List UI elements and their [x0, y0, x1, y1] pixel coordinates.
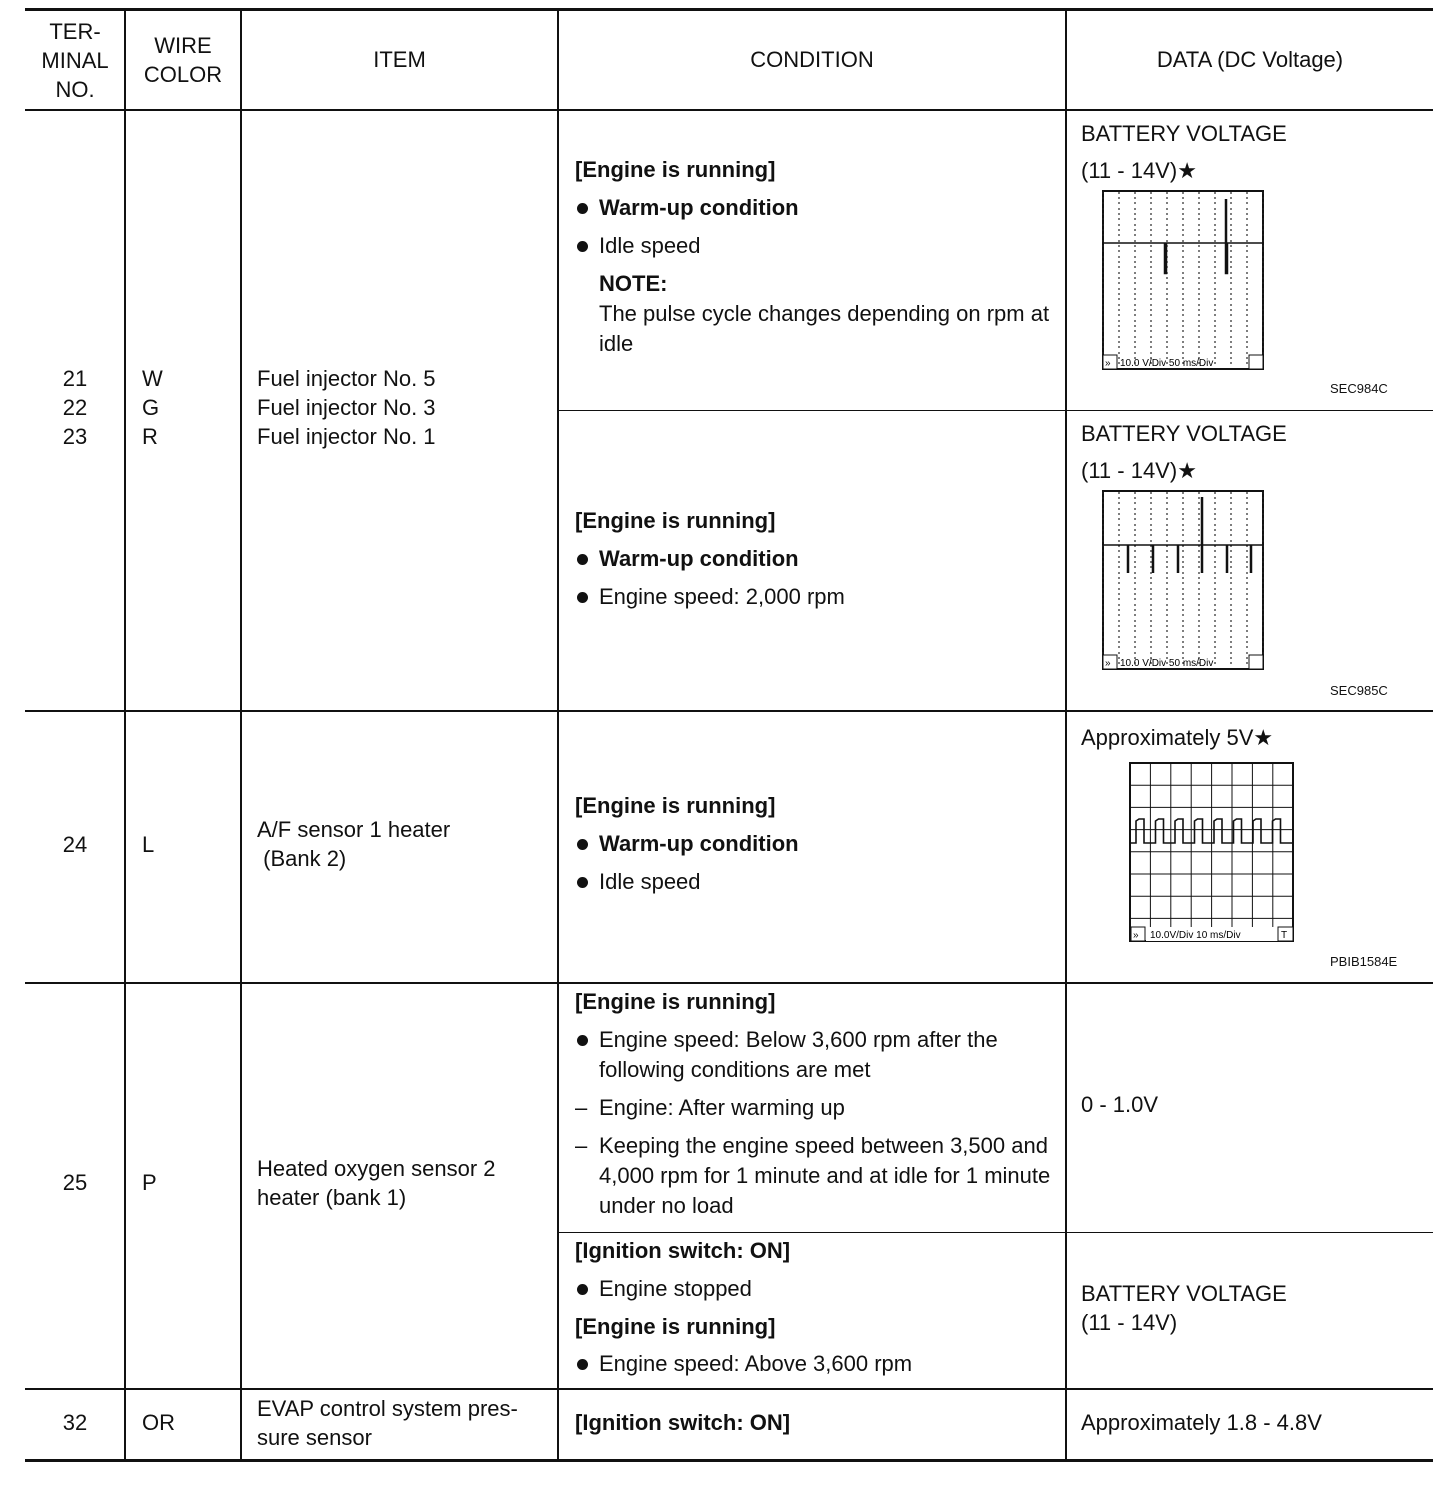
figure-code: PBIB1584E [1330, 954, 1398, 969]
row-injector-sub-divider [558, 410, 1433, 411]
condition-heading: [Engine is running] [575, 157, 776, 182]
condition-ho2s-above [575, 1236, 1060, 1379]
star-icon: ★ [1177, 458, 1197, 483]
condition-idle [575, 155, 1060, 359]
scope-trigger-label: T [1281, 930, 1288, 941]
row-divider [25, 1388, 1433, 1390]
terminal-number: 24 [62, 832, 88, 857]
oscilloscope-waveform-af-heater [1128, 761, 1298, 945]
oscilloscope-waveform-idle [1100, 189, 1266, 373]
note-text: The pulse cycle changes depending on rpm at idle [599, 301, 1050, 356]
condition-bullet: Idle speed [575, 867, 1060, 897]
scope-scale-label: 10.0 V/Div 50 ms/Div [1120, 358, 1214, 369]
column-divider [1065, 9, 1067, 1461]
svg-text:»: » [1105, 358, 1111, 369]
data-range: (11 - 14V)★ [1081, 458, 1197, 483]
header-divider [25, 109, 1433, 111]
header-item: ITEM [373, 47, 426, 72]
data-value: Approximately 1.8 - 4.8V [1081, 1410, 1322, 1435]
svg-text:»: » [1105, 658, 1111, 669]
figure-code: SEC985C [1330, 683, 1388, 698]
condition-bullet: Warm-up condition [575, 829, 1060, 859]
condition-bullet: Warm-up condition [575, 544, 1060, 574]
item-evap-sensor: EVAP control system pres- sure sensor [257, 1396, 518, 1450]
wire-color: P [142, 1170, 157, 1195]
data-battery-voltage [1081, 115, 1421, 189]
note-label: NOTE: [599, 271, 668, 296]
item-ho2s-heater: Heated oxygen sensor 2 heater (bank 1) [257, 1156, 496, 1210]
wire-color: OR [142, 1410, 175, 1435]
condition-bullet: Engine speed: 2,000 rpm [575, 582, 1060, 612]
condition-heading: [Ignition switch: ON] [575, 1410, 791, 1435]
condition-bullet: Engine stopped [575, 1274, 1060, 1304]
row-divider [25, 982, 1433, 984]
item-injectors: Fuel injector No. 5 Fuel injector No. 3 Fuel injector No. 1 [257, 366, 436, 449]
wire-color: L [142, 832, 155, 857]
data-battery-voltage [1081, 415, 1421, 489]
data-label: BATTERY VOLTAGE [1081, 121, 1287, 146]
row-divider [25, 710, 1433, 712]
data-range: (11 - 14V)★ [1081, 158, 1197, 183]
condition-heading: [Engine is running] [575, 508, 776, 533]
header-condition: CONDITION [750, 47, 874, 72]
condition-2000rpm [575, 506, 1060, 612]
column-divider [240, 9, 242, 1461]
figure-code: SEC984C [1330, 381, 1388, 396]
data-approx-5v: Approximately 5V★ [1081, 725, 1274, 750]
condition-bullet: Idle speed [575, 231, 1060, 261]
condition-af-heater [575, 791, 1060, 897]
scope-scale-label: 10.0V/Div 10 ms/Div [1150, 930, 1241, 941]
column-divider [557, 9, 559, 1461]
oscilloscope-waveform-2000rpm [1100, 489, 1266, 673]
wire-colors: W G R [142, 366, 163, 449]
data-label: BATTERY VOLTAGE [1081, 421, 1287, 446]
condition-ho2s-below [575, 987, 1060, 1221]
svg-text:»: » [1133, 930, 1139, 941]
condition-bullet: Engine speed: Above 3,600 rpm [575, 1349, 1060, 1379]
column-divider [124, 9, 126, 1461]
data-battery-voltage [1081, 1279, 1421, 1337]
data-range: (11 - 14V) [1081, 1310, 1178, 1335]
data-label: BATTERY VOLTAGE [1081, 1281, 1287, 1306]
condition-bullet: Engine speed: Below 3,600 rpm after the following conditions are met [575, 1025, 1060, 1085]
header-wire-color: WIRE COLOR [143, 33, 223, 87]
header-data: DATA (DC Voltage) [1156, 47, 1344, 72]
star-icon: ★ [1253, 725, 1274, 750]
condition-heading: [Engine is running] [575, 1314, 776, 1339]
data-value: 0 - 1.0V [1081, 1092, 1159, 1117]
star-icon: ★ [1177, 158, 1197, 183]
terminal-numbers: 21 22 23 [62, 366, 88, 449]
table-bottom-border [25, 1459, 1433, 1462]
header-terminal-no: TER- MINAL NO. [41, 18, 109, 102]
condition-heading: [Engine is running] [575, 793, 776, 818]
terminal-number: 32 [62, 1410, 88, 1435]
condition-dash-item: – Keeping the engine speed between 3,500 and 4,000 rpm for 1 minute and at idle for 1 minute under no load [575, 1131, 1060, 1221]
terminal-number: 25 [62, 1170, 88, 1195]
scope-scale-label: 10.0 V/Div 50 ms/Div [1120, 658, 1214, 669]
item-af-sensor-heater: A/F sensor 1 heater (Bank 2) [257, 817, 451, 871]
condition-dash-item: – Engine: After warming up [575, 1093, 1060, 1123]
condition-heading: [Ignition switch: ON] [575, 1238, 791, 1263]
row-ho2s-sub-divider [558, 1232, 1433, 1233]
condition-heading: [Engine is running] [575, 989, 776, 1014]
condition-bullet: Warm-up condition [575, 193, 1060, 223]
